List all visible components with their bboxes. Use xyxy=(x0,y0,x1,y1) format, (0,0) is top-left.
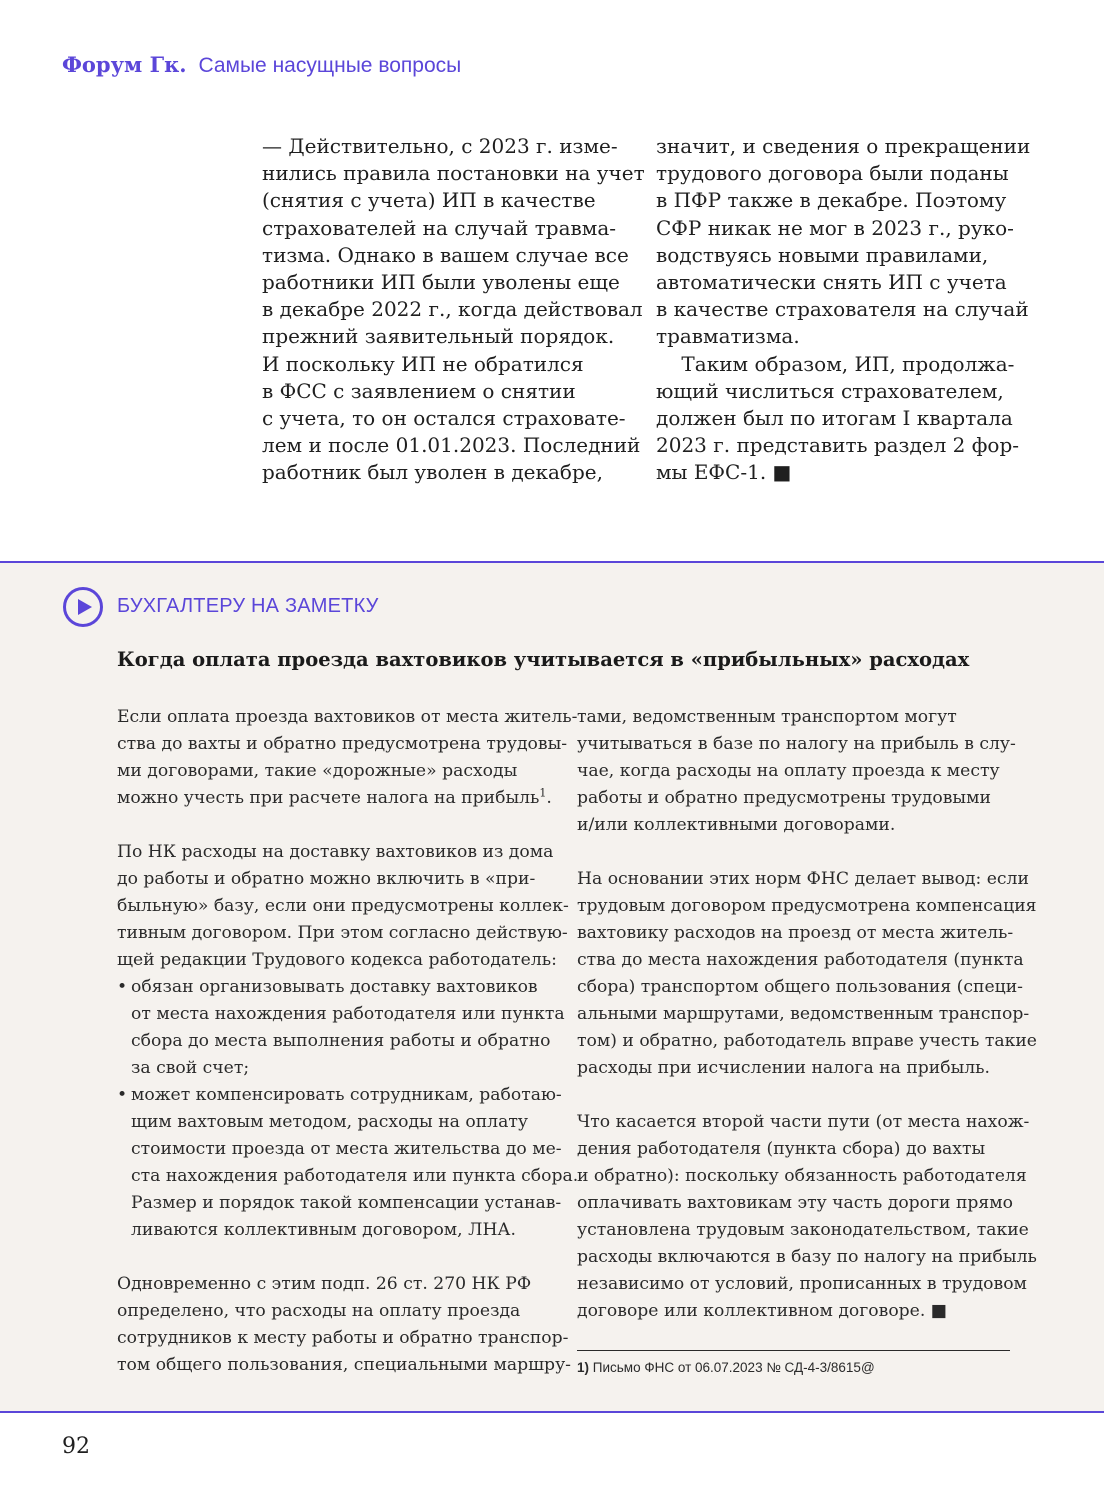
text-line: и обратно): поскольку обязанность работодателя xyxy=(577,1166,1027,1186)
text-line: — Действительно, с 2023 г. изме- xyxy=(262,134,618,158)
text-line: сотрудников к месту работы и обратно транспор- xyxy=(117,1328,569,1348)
text-line: значит, и сведения о прекращении xyxy=(656,134,1031,158)
text-line: в ФСС с заявлением о снятии xyxy=(262,378,576,403)
text-line: вахтовику расходов на проезд от места житель- xyxy=(577,923,1014,943)
text-line: Таким образом, ИП, продолжа- xyxy=(656,351,1015,376)
text-line: оплачивать вахтовикам эту часть дороги прямо xyxy=(577,1193,1013,1213)
text-line: стоимости проезда от места жительства до ме- xyxy=(131,1139,562,1159)
text-line: Что касается второй части пути (от места нахож- xyxy=(577,1112,1030,1132)
text-line: По НК расходы на доставку вахтовиков из дома xyxy=(117,842,554,862)
paragraph-gap xyxy=(117,812,557,839)
text-fragment: можно учесть при расчете налога на прибыль xyxy=(117,788,540,808)
text-line: щим вахтовым методом, расходы на оплату xyxy=(131,1112,528,1132)
text-line: учитываться в базе по налогу на прибыль в слу- xyxy=(577,734,1016,754)
text-line: том общего пользования, специальными маршру- xyxy=(117,1355,571,1375)
text-line: прежний заявительный порядок. xyxy=(262,324,615,349)
bullet-mark: • xyxy=(117,977,128,997)
text-line: до работы и обратно можно включить в «при- xyxy=(117,869,536,889)
running-header xyxy=(62,52,461,78)
text-line: Размер и порядок такой компенсации устанав- xyxy=(131,1193,562,1213)
text-line: ста нахождения работодателя или пункта сбора. xyxy=(131,1166,579,1186)
footnote-number: 1) xyxy=(577,1360,590,1375)
text-line: Если оплата проезда вахтовиков от места житель- xyxy=(117,707,578,727)
text-line: (снятия с учета) ИП в качестве xyxy=(262,188,596,213)
bullet-mark: • xyxy=(117,1085,128,1105)
note-label: БУХГАЛТЕРУ НА ЗАМЕТКУ xyxy=(117,595,379,617)
text-line: чае, когда расходы на оплату проезда к месту xyxy=(577,761,1000,781)
page-number: 92 xyxy=(62,1434,90,1459)
text-line: 2023 г. представить раздел 2 фор- xyxy=(656,433,1020,458)
section-subtitle: Самые насущные вопросы xyxy=(198,54,462,77)
text-line: дения работодателя (пункта сбора) до вахты xyxy=(577,1139,986,1159)
text-line: трудового договора были поданы xyxy=(656,161,1009,186)
note-column-1 xyxy=(117,704,579,1379)
text-line: договоре или коллективном договоре. ■ xyxy=(577,1301,948,1321)
bullet-item xyxy=(117,974,565,1082)
text-line: страхователей на случай травма- xyxy=(262,215,617,240)
note-title: Когда оплата проезда вахтовиков учитывается в «прибыльных» расходах xyxy=(117,648,970,671)
text-line: ства до места нахождения работодателя (пункта xyxy=(577,950,1024,970)
text-line: обязан организовывать доставку вахтовиков xyxy=(131,977,538,997)
text-line: ми договорами, такие «дорожные» расходы xyxy=(117,761,518,781)
answer-column-2 xyxy=(656,133,1031,487)
text-line: Одновременно с этим подп. 26 ст. 270 НК РФ xyxy=(117,1274,532,1294)
text-line: и/или коллективными договорами. xyxy=(577,815,896,835)
text-line: расходы включаются в базу по налогу на прибыль xyxy=(577,1247,1037,1267)
note-column-2 xyxy=(577,704,1037,1325)
text-line: тизма. Однако в вашем случае все xyxy=(262,242,629,267)
text-line: ства до вахты и обратно предусмотрена трудовы- xyxy=(117,734,568,754)
text-line: автоматически снять ИП с учета xyxy=(656,270,1007,295)
text-line xyxy=(117,785,557,812)
footnote xyxy=(577,1360,875,1375)
text-line: нились правила постановки на учет xyxy=(262,161,645,186)
text-line: ливаются коллективным договором, ЛНА. xyxy=(131,1220,516,1240)
play-circle-icon xyxy=(62,586,104,628)
text-line: с учета, то он остался страховате- xyxy=(262,406,626,431)
footnote-text: Письмо ФНС от 06.07.2023 № СД-4-3/8615@ xyxy=(592,1360,875,1375)
text-line: На основании этих норм ФНС делает вывод: если xyxy=(577,869,1029,889)
text-line: работник был уволен в декабре, xyxy=(262,460,603,485)
text-line: за свой счет; xyxy=(131,1058,250,1078)
text-line: тивным договором. При этом согласно действую- xyxy=(117,923,568,943)
text-line: работники ИП были уволены еще xyxy=(262,270,620,295)
text-line: быльную» базу, если они предусмотрены коллек- xyxy=(117,896,569,916)
text-line: тами, ведомственным транспортом могут xyxy=(577,707,957,727)
text-fragment: . xyxy=(546,788,552,808)
answer-column-1 xyxy=(262,133,645,487)
text-line: может компенсировать сотрудникам, работаю- xyxy=(131,1085,562,1105)
text-line: И поскольку ИП не обратился xyxy=(262,351,584,376)
text-line: должен был по итогам I квартала xyxy=(656,406,1013,431)
text-line: расходы при исчислении налога на прибыль. xyxy=(577,1058,990,1078)
text-line: определено, что расходы на оплату проезда xyxy=(117,1301,521,1321)
text-line: альными маршрутами, ведомственным транспор- xyxy=(577,1004,1030,1024)
magazine-brand: Форум Гк. xyxy=(62,52,187,77)
text-line: травматизма. xyxy=(656,324,800,349)
text-line: работы и обратно предусмотрены трудовыми xyxy=(577,788,991,808)
text-line: лем и после 01.01.2023. Последний xyxy=(262,433,641,458)
text-line: независимо от условий, прописанных в трудовом xyxy=(577,1274,1027,1294)
paragraph-gap xyxy=(577,839,1012,866)
text-line: сбора до места выполнения работы и обратно xyxy=(131,1031,551,1051)
footnote-divider xyxy=(577,1350,1010,1351)
text-line: щей редакции Трудового кодекса работодатель: xyxy=(117,950,557,970)
paragraph-gap xyxy=(577,1082,1012,1109)
text-line: водствуясь новыми правилами, xyxy=(656,242,989,267)
text-line: установлена трудовым законодательством, такие xyxy=(577,1220,1029,1240)
text-line: от места нахождения работодателя или пункта xyxy=(131,1004,565,1024)
text-line: трудовым договором предусмотрена компенсация xyxy=(577,896,1037,916)
text-line: мы ЕФС-1. ■ xyxy=(656,460,792,485)
text-line: в качестве страхователя на случай xyxy=(656,297,1029,322)
text-line: в декабре 2022 г., когда действовал xyxy=(262,297,643,322)
text-line: СФР никак не мог в 2023 г., руко- xyxy=(656,215,1014,240)
footnote-ref[interactable]: 1 xyxy=(539,786,547,800)
text-line: том) и обратно, работодатель вправе учесть такие xyxy=(577,1031,1037,1051)
bullet-item xyxy=(117,1082,579,1244)
paragraph-gap xyxy=(117,1244,557,1271)
text-line: ющий числиться страхователем, xyxy=(656,378,1004,403)
text-line: сбора) транспортом общего пользования (специ- xyxy=(577,977,1023,997)
text-line: в ПФР также в декабре. Поэтому xyxy=(656,188,1007,213)
